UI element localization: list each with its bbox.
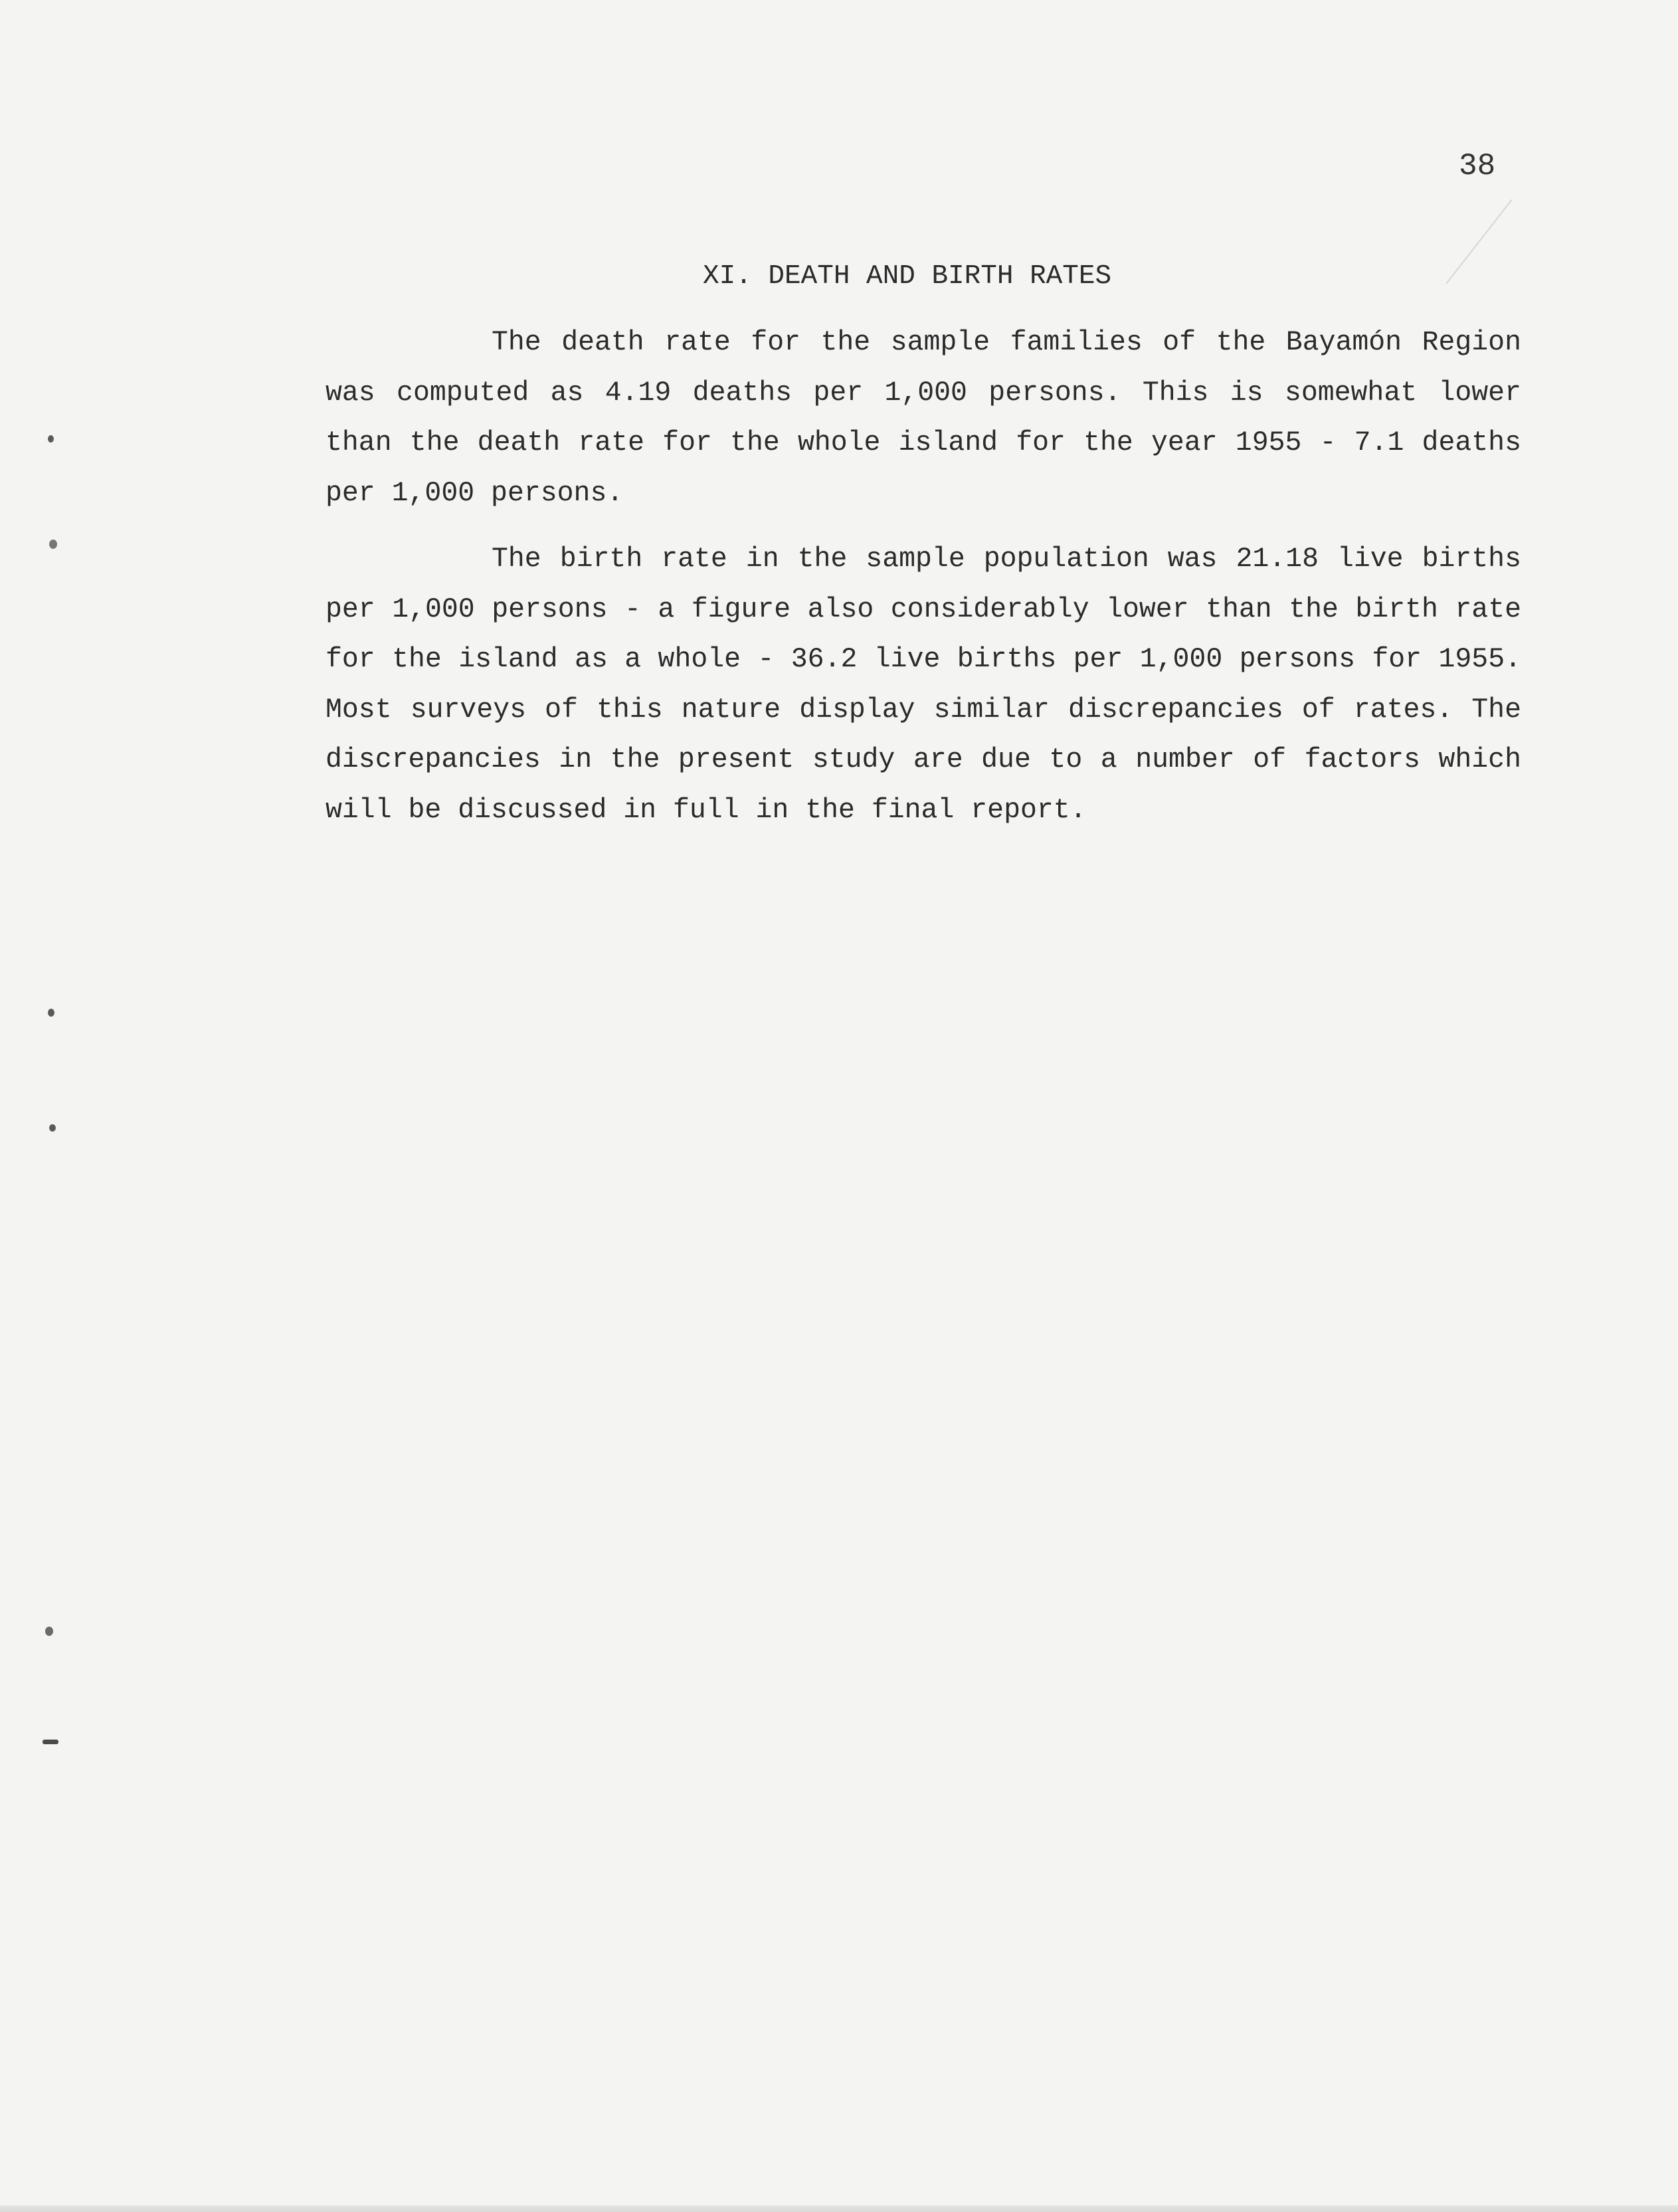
punch-mark [49, 1124, 56, 1132]
paper-crease [1445, 199, 1512, 284]
paragraph-death-rate: The death rate for the sample families of the Bayamón Region was computed as 4.19 deaths per 1,000 persons. This is somewhat lower than the death rate for the whole island for the year 1955 - 7.1 deaths per 1,000 persons. [326, 327, 1521, 509]
staple-mark [43, 1740, 58, 1744]
punch-mark [49, 540, 57, 549]
paragraph-birth-rate: The birth rate in the sample population was 21.18 live births per 1,000 persons - a figure also considerably lower than the birth rate for the island as a whole - 36.2 live births per 1,000 persons for 1955. Most surveys of this nature display similar discrepancies of rates. The discrepancies in the present study are due to a number of factors which will be discussed in full in the final report. [326, 544, 1521, 826]
punch-mark [45, 1627, 53, 1636]
punch-mark [48, 1009, 54, 1017]
page-bottom-edge [0, 2205, 1678, 2212]
section-title: XI. DEATH AND BIRTH RATES [703, 261, 1112, 292]
punch-mark [48, 435, 54, 443]
page-number: 38 [1459, 149, 1496, 183]
